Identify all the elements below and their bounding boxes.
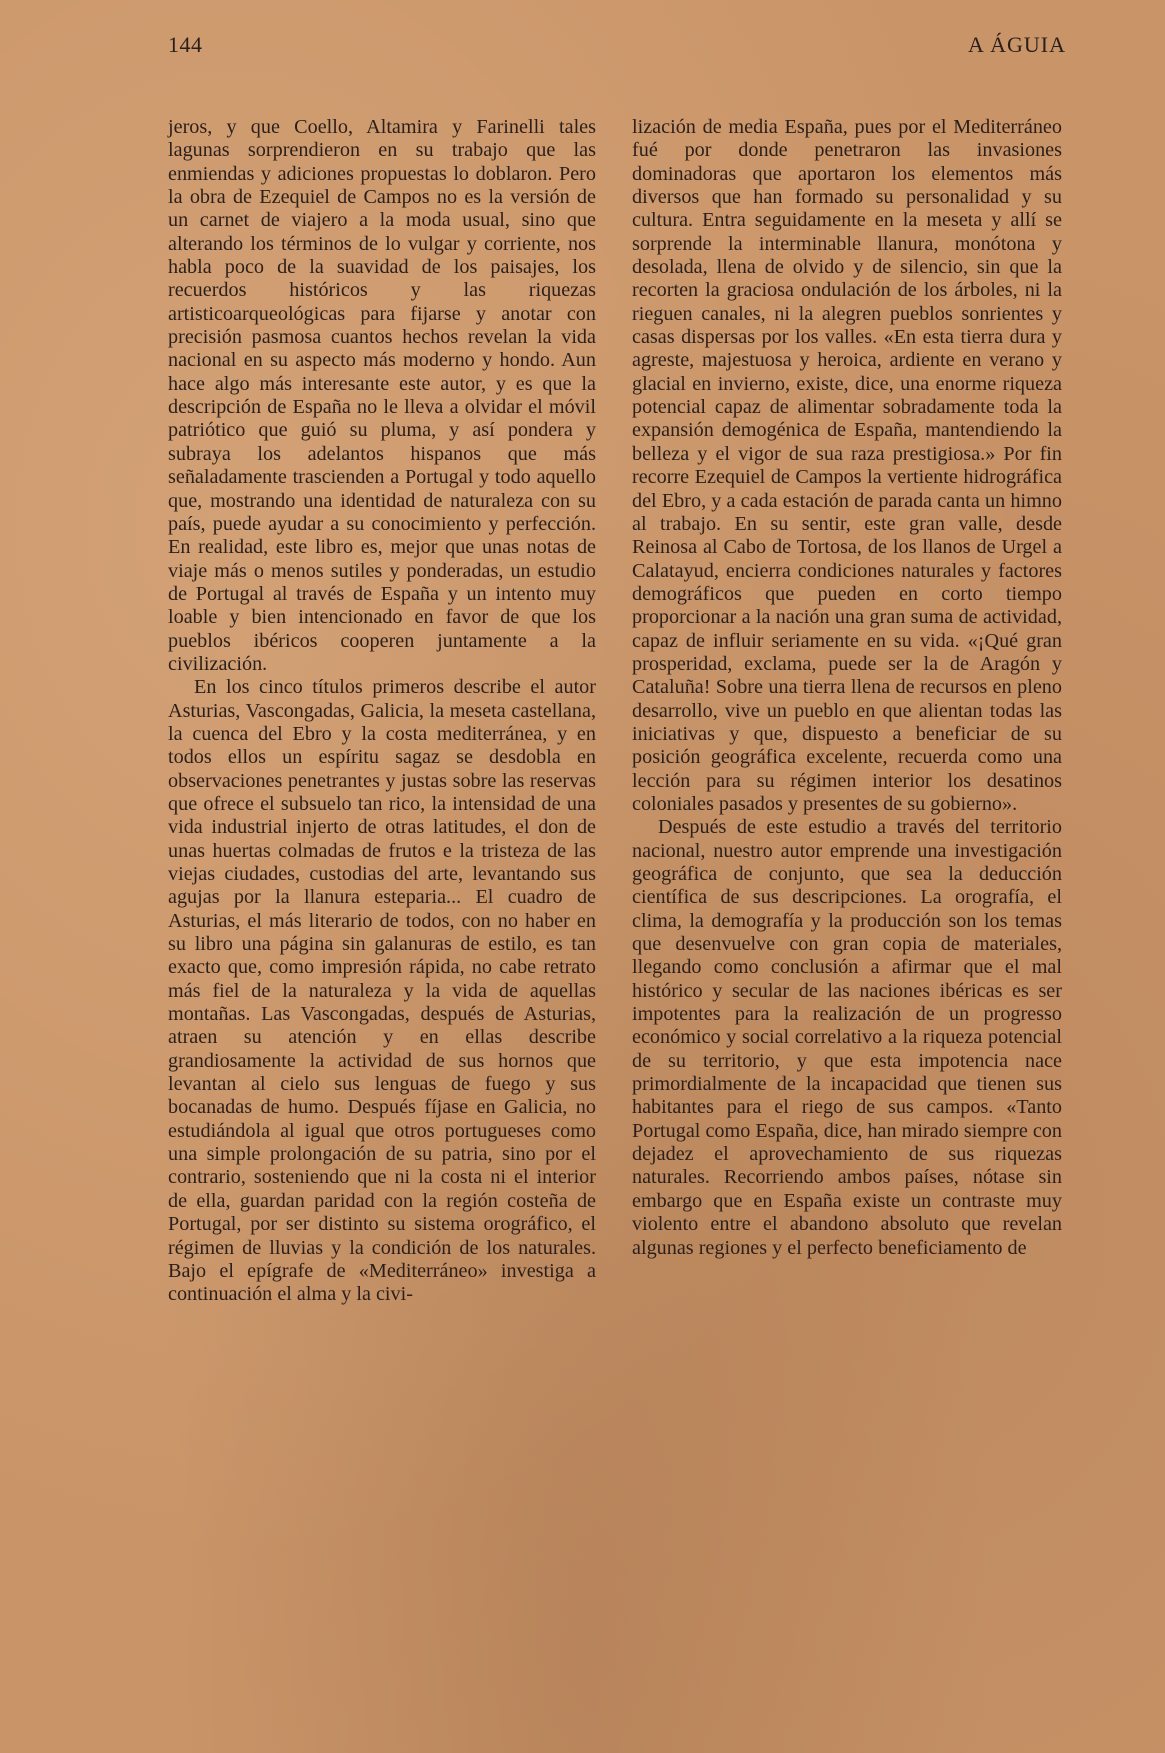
paragraph: En los cinco títulos primeros describe el autor Asturias, Vascongadas, Galicia, la meseta castellana, la cuenca del Ebro y la costa mediterránea, y en todos ellos un espíritu sagaz se desdobla en observaciones penetrantes y justas sobre las reservas que ofrece el subsuelo tan rico, la intensidad de una vida industrial injerto de otras latitudes, el don de unas huertas colmadas de frutos e la tristeza de las viejas ciudades, custodias del arte, levantando sus agujas por la llanura esteparia... El cuadro de Asturias, el más literario de todos, con no haber en su libro una página sin galanuras de estilo, es tan exacto que, como impresión rápida, no cabe retrato más fiel de la naturaleza y la vida de aquellas montañas. Las Vascongadas, después de Asturias, atraen su atención y en ellas describe grandiosamente la actividad de sus hornos que levantan al cielo sus lenguas de fuego y sus bocanadas de humo. Después fíjase en Galicia, no estudiándola al igual que otros portugueses como una simple prolongación de su patria, sino por el contrario, sosteniendo que ni la costa ni el interior de ella, guardan paridad con la región costeña de Portugal, por ser distinto su sistema orográfico, el régimen de lluvias y la condición de los naturales. Bajo el epígrafe de «Mediterráneo» investiga a continuación el alma y la civi- bbox=[168, 676, 596, 1306]
right-column bbox=[632, 116, 1062, 1260]
page-number: 144 bbox=[168, 32, 203, 57]
paragraph: Después de este estudio a través del territorio nacional, nuestro autor emprende una investigación geográfica de conjunto, que sea la deducción científica de sus descripciones. La orografía, el clima, la demografía y la producción son los temas que desenvuelve con gran copia de materiales, llegando como conclusión a afirmar que el mal histórico y secular de las naciones ibéricas es ser impotentes para la realización de un progresso económico y social correlativo a la riqueza potencial de su territorio, y que esta impotencia nace primordialmente de la incapacidad que tienen sus habitantes para el riego de sus campos. «Tanto Portugal como España, dice, han mirado siempre con dejadez el aprovechamiento de sus riquezas naturales. Recorriendo ambos países, nótase sin embargo que en España existe un contraste muy violento entre el abandono absoluto que revelan algunas regiones y el perfecto beneficiamento de bbox=[632, 816, 1062, 1259]
journal-title: A ÁGUIA bbox=[967, 32, 1066, 57]
paragraph: lización de media España, pues por el Mediterráneo fué por donde penetraron las invasiones dominadoras que aportaron los elementos más diversos que han formado su personalidad y su cultura. Entra seguidamente en la meseta y allí se sorprende la interminable llanura, monótona y desolada, llena de olvido y de silencio, sin que la recorten la graciosa ondulación de los árboles, ni la rieguen canales, ni la alegren pueblos sonrientes y casas dispersas por los valles. «En esta tierra dura y agreste, majestuosa y heroica, ardiente en verano y glacial en invierno, existe, dice, una enorme riqueza potencial capaz de alimentar sobradamente toda la expansión demogénica de España, mantendiendo la belleza y el vigor de sua raza prestigiosa.» Por fin recorre Ezequiel de Campos la vertiente hidrográfica del Ebro, y a cada estación de parada canta un himno al trabajo. En su sentir, este gran valle, desde Reinosa al Cabo de Tortosa, de los llanos de Urgel a Calatayud, encierra condiciones naturales y factores demográficos que pueden en corto tiempo proporcionar a la nación una gran suma de actividad, capaz de influir seriamente en su vida. «¡Qué gran prosperidad, exclama, puede ser la de Aragón y Cataluña! Sobre una tierra llena de recursos en pleno desarrollo, vive un pueblo en que alientan todas las iniciativas y que, dispuesto a beneficiar de su posición geográfica excelente, recuerda como una lección para su régimen interior los desatinos coloniales pasados y presentes de su gobierno». bbox=[632, 116, 1062, 815]
running-head bbox=[168, 32, 1066, 62]
paragraph: jeros, y que Coello, Altamira y Farinelli tales lagunas sorprendieron en su trabajo que las enmiendas y adiciones propuestas lo doblaron. Pero la obra de Ezequiel de Campos no es la versión de un carnet de viajero a la moda usual, sino que alterando los términos de lo vulgar y corriente, nos habla poco de la suavidad de los paisajes, los recuerdos históricos y las riquezas artisticoarqueológicas para fijarse y anotar con precisión pasmosa cuantos hechos revelan la vida nacional en su aspecto más moderno y hondo. Aun hace algo más interesante este autor, y es que la descripción de España no le lleva a olvidar el móvil patriótico que guió su pluma, y así pondera y subraya los adelantos hispanos que más señaladamente trascienden a Portugal y todo aquello que, mostrando una identidad de naturaleza con su país, puede ayudar a su conocimiento y perfección. En realidad, este libro es, mejor que unas notas de viaje más o menos sutiles y ponderadas, un estudio de Portugal al través de España y un intento muy loable y bien intencionado en favor de que los pueblos ibéricos cooperen juntamente a la civilización. bbox=[168, 116, 596, 675]
left-column bbox=[168, 116, 596, 1307]
